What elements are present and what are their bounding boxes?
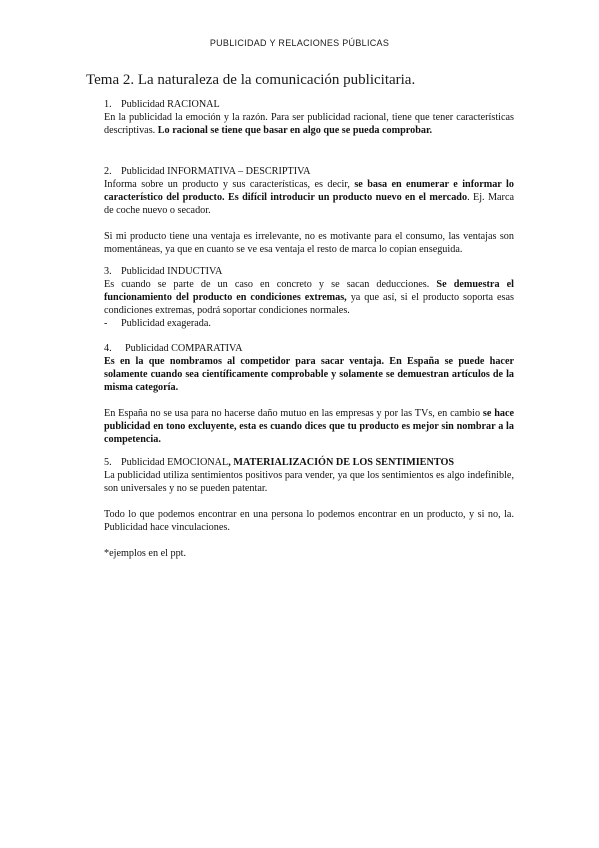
- section-title: Publicidad COMPARATIVA: [125, 343, 243, 354]
- section-heading: [104, 265, 514, 278]
- section-number: 3.: [104, 266, 112, 277]
- page-title: Tema 2. La naturaleza de la comunicación publicitaria.: [86, 72, 416, 88]
- section-informativa: [104, 165, 514, 256]
- text: Es cuando se parte de un caso en concreto y se sacan deducciones.: [104, 279, 437, 290]
- text: En la publicidad la emoción y la razón. Para ser publicidad racional, tiene que tener características descriptivas.: [104, 112, 514, 136]
- footnote: *ejemplos en el ppt.: [104, 548, 187, 559]
- section-title-bold: , MATERIALIZACIÓN DE LOS SENTIMIENTOS: [228, 457, 455, 468]
- paragraph: [104, 111, 514, 137]
- paragraph: Todo lo que podemos encontrar en una persona lo podemos encontrar en un producto, y si no, la. Publicidad hace vinculaciones.: [104, 509, 514, 533]
- section-emocional: [104, 456, 514, 560]
- section-number: 2.: [104, 166, 112, 177]
- section-racional-body: [104, 111, 514, 137]
- section-comparativa: [104, 342, 514, 446]
- section-number: 1.: [104, 99, 112, 110]
- bold-text: Lo racional se tiene que basar en algo que se pueda comprobar.: [157, 125, 433, 136]
- paragraph: [104, 278, 514, 317]
- paragraph: [104, 407, 514, 446]
- page-header: PUBLICIDAD Y RELACIONES PÚBLICAS: [209, 38, 390, 48]
- text: En España no se usa para no hacerse daño mutuo en las empresas y por las TVs, en cambio: [104, 408, 483, 419]
- list-item: [104, 317, 514, 330]
- section-title: Publicidad EMOCIONAL: [121, 457, 229, 468]
- section-heading: [104, 98, 514, 111]
- text: Publicidad exagerada.: [121, 318, 211, 329]
- bold-text: se hace publicidad en tono excluyente, esta es cuando dices que tu producto es mejor sin nombrar a la competencia.: [104, 408, 514, 445]
- section-number: 4.: [104, 343, 112, 354]
- bold-text: Se demuestra el funcionamiento del producto en condiciones extremas,: [104, 279, 514, 303]
- section-racional: [104, 98, 514, 111]
- bold-text: se basa en enumerar e informar lo característico del producto. Es difícil introducir un producto nuevo en el mercado: [104, 179, 514, 203]
- section-title: Publicidad RACIONAL: [121, 99, 220, 110]
- section-heading: [104, 165, 514, 178]
- section-heading: [104, 456, 514, 469]
- paragraph: La publicidad utiliza sentimientos positivos para vender, ya que los sentimientos es algo indefinible, son universales y no se pueden patentar.: [104, 470, 514, 494]
- section-title: Publicidad INDUCTIVA: [121, 266, 223, 277]
- text: . Ej. Marca de coche nuevo o secador.: [104, 192, 514, 216]
- section-inductiva: [104, 265, 514, 330]
- document-body: [104, 98, 514, 111]
- text: ya que así, si el producto soporta esas condiciones extremas, podrá soportar condiciones normales.: [104, 292, 514, 316]
- paragraph: Es en la que nombramos al competidor para sacar ventaja. En España se puede hacer solamente cuando sea científicamente comprobable y solamente se demuestran artículos de la misma categoría.: [104, 356, 514, 393]
- section-number: 5.: [104, 457, 112, 468]
- bullet-dash: -: [104, 318, 108, 329]
- paragraph: [104, 178, 514, 217]
- paragraph: Si mi producto tiene una ventaja es irrelevante, no es motivante para el consumo, las ventajas son momentáneas, ya que en cuanto se ve esa ventaja el resto de marca lo copian enseguida.: [104, 231, 514, 255]
- section-title: Publicidad INFORMATIVA – DESCRIPTIVA: [121, 166, 311, 177]
- text: Informa sobre un producto y sus características, es decir,: [104, 179, 355, 190]
- section-heading: [104, 342, 514, 355]
